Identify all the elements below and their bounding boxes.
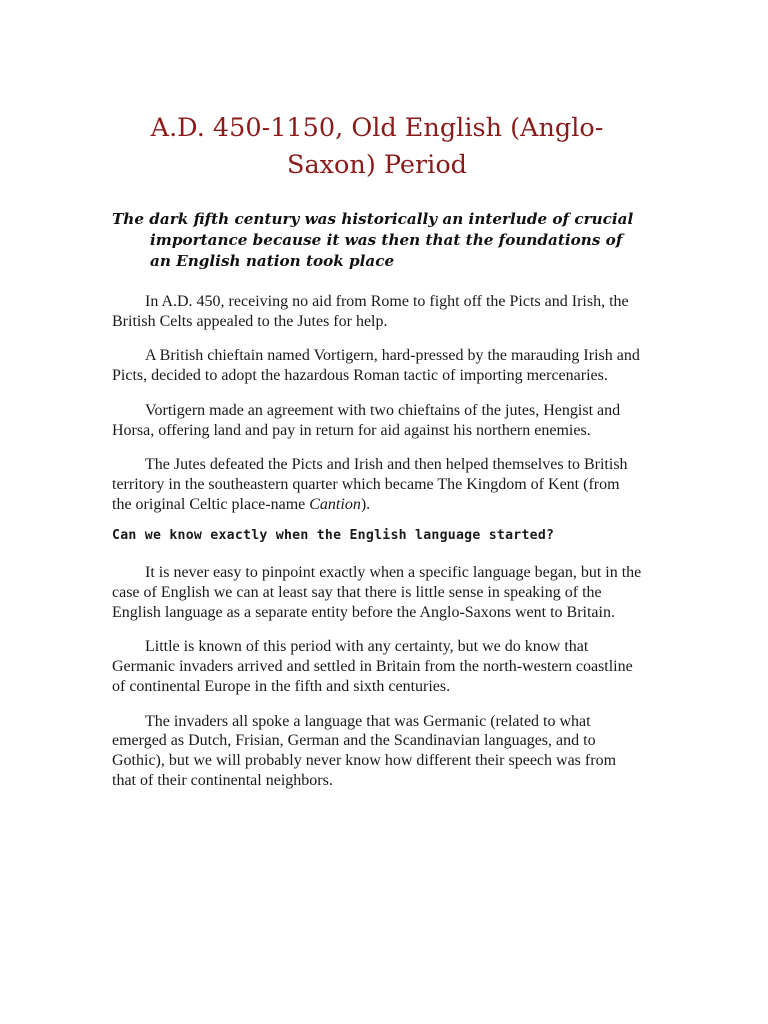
paragraph-kingdom-of-kent (112, 455, 642, 514)
paragraph-pinpoint: It is never easy to pinpoint exactly when a specific language began, but in the case of English we can at least say that there is little sense in speaking of the English language as a separate entity before the Anglo-Saxons went to Britain. (112, 564, 642, 621)
document-page (112, 110, 642, 790)
section-heading: Can we know exactly when the English language started? (112, 528, 555, 544)
paragraph-vortigern: A British chieftain named Vortigern, hard-pressed by the marauding Irish and Picts, decided to adopt the hazardous Roman tactic of importing mercenaries. (112, 347, 640, 385)
page-title: A.D. 450-1150, Old English (Anglo-Saxon) Period (150, 113, 604, 180)
paragraph-hengist-horsa: Vortigern made an agreement with two chieftains of the jutes, Hengist and Horsa, offering land and pay in return for aid against his northern enemies. (112, 401, 621, 439)
paragraph-jutes-help: In A.D. 450, receiving no aid from Rome to fight off the Picts and Irish, the British Celts appealed to the Jutes for help. (112, 293, 629, 330)
kent-text-italic: Cantion (309, 495, 361, 513)
paragraph-germanic-invaders: Little is known of this period with any certainty, but we do know that Germanic invaders arrived and settled in Britain from the north-western coastline of continental Europe in the fifth and sixth centuries. (112, 638, 633, 695)
page-subtitle: The dark fifth century was historically an interlude of crucial importance because it was then that the foundations of an English nation took place (112, 210, 634, 270)
kent-text-after: ). (360, 495, 371, 513)
paragraph-germanic-language: The invaders all spoke a language that was Germanic (related to what emerged as Dutch, Frisian, German and the Scandinavian languages, and to Gothic), but we will probably never know how different their speech was from that of their continental neighbors. (112, 712, 617, 789)
kent-text-before: The Jutes defeated the Picts and Irish and then helped themselves to British territory in the southeastern quarter which became The Kingdom of Kent (from the original Celtic place-name (112, 456, 628, 513)
